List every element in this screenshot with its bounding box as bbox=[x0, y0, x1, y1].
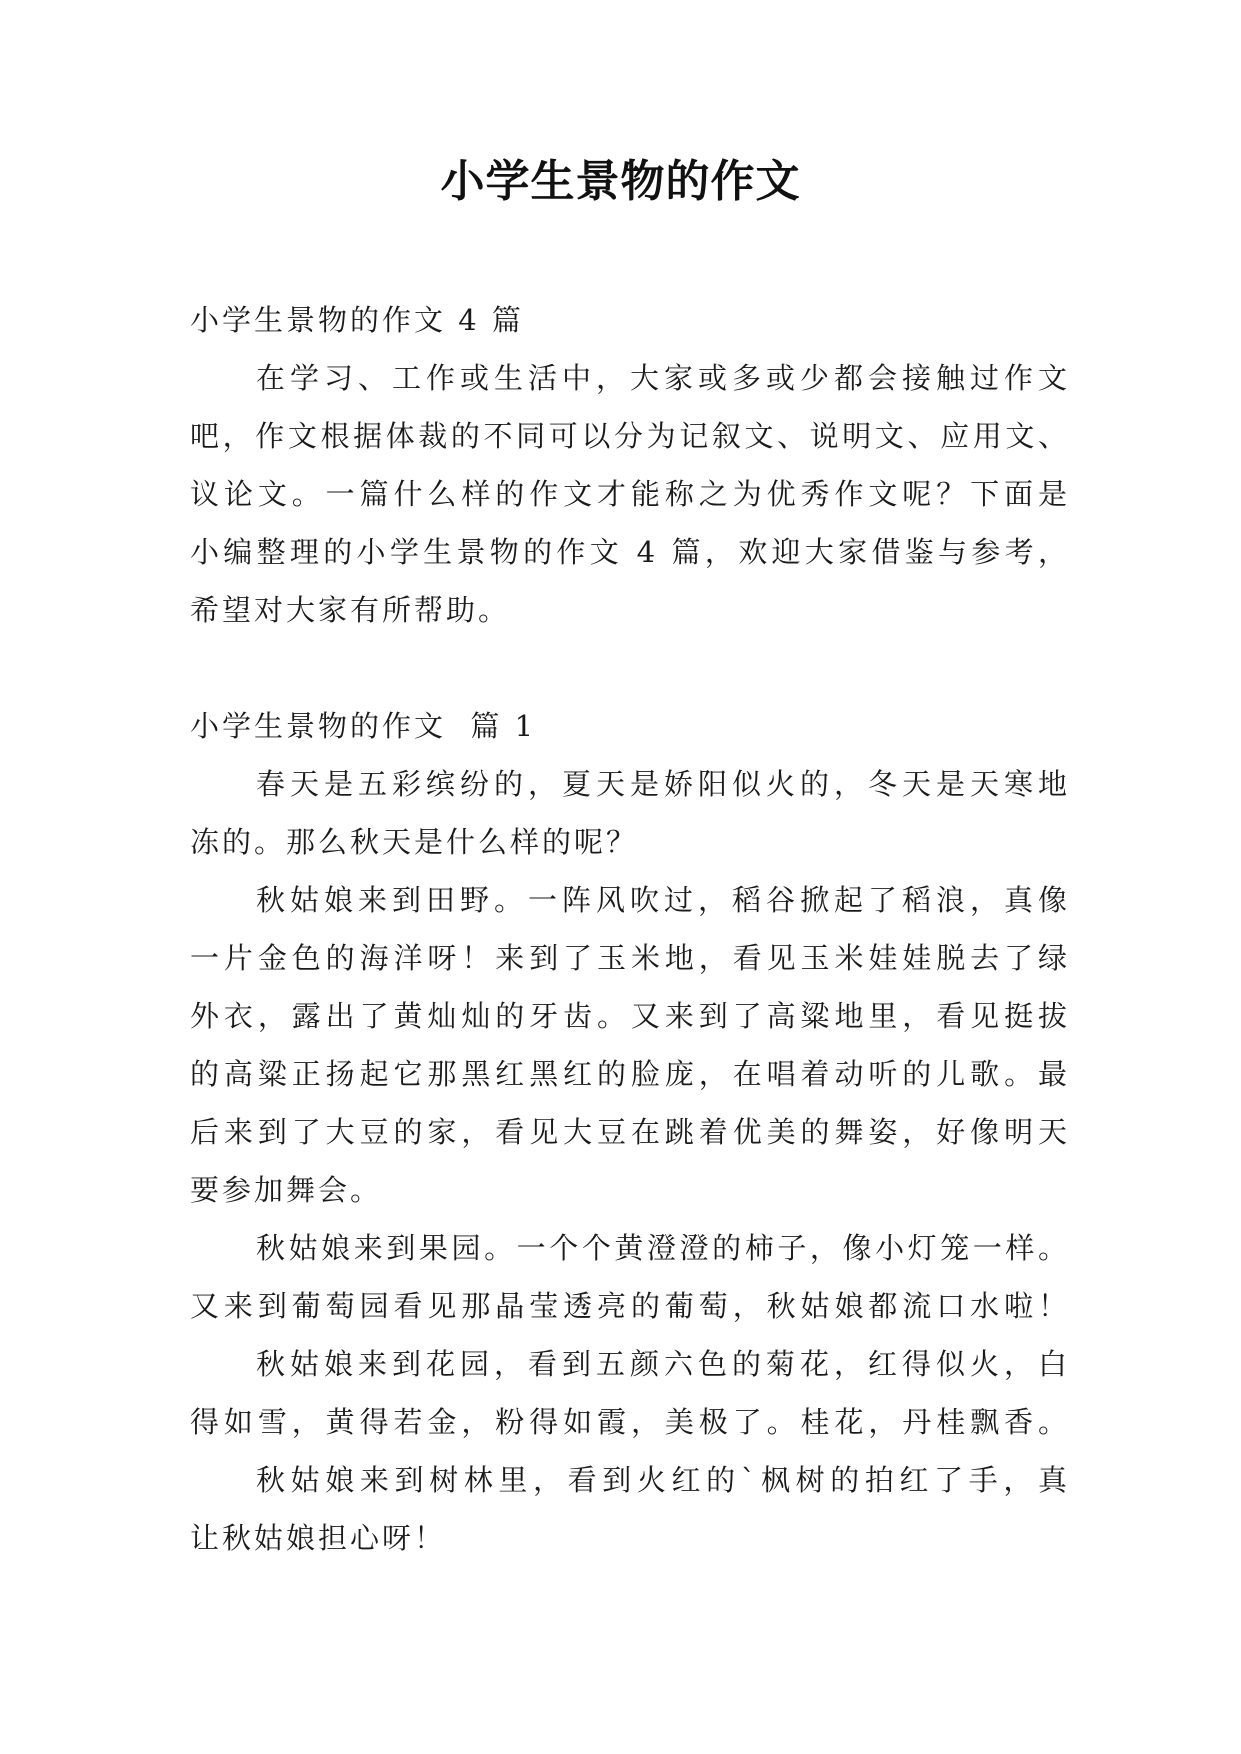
paragraph-line: 秋姑娘来到树林里，看到火红的`枫树的拍红了手，真 bbox=[256, 1463, 1070, 1497]
paragraph-1 bbox=[190, 755, 1070, 871]
paragraph-5 bbox=[190, 1451, 1070, 1567]
paragraph-line: 让秋姑娘担心呀！ bbox=[190, 1521, 447, 1555]
paragraph-line: 秋姑娘来到花园，看到五颜六色的菊花，红得似火，白 bbox=[256, 1347, 1070, 1381]
paragraph-2 bbox=[190, 871, 1070, 1219]
paragraph-3 bbox=[190, 1219, 1070, 1335]
document-title: 小学生景物的作文 bbox=[440, 156, 801, 207]
subtitle: 小学生景物的作文 4 篇 bbox=[190, 303, 524, 337]
paragraph-line: 冻的。那么秋天是什么样的呢？ bbox=[190, 825, 639, 859]
paragraph-line: 希望对大家有所帮助。 bbox=[190, 593, 511, 627]
paragraph-4 bbox=[190, 1335, 1070, 1451]
paragraph-line: 一片金色的海洋呀！来到了玉米地，看见玉米娃娃脱去了绿 bbox=[190, 941, 1070, 975]
paragraph-line: 得如雪，黄得若金，粉得如霞，美极了。桂花，丹桂飘香。 bbox=[190, 1405, 1070, 1439]
paragraph-line: 议论文。一篇什么样的作文才能称之为优秀作文呢？下面是 bbox=[190, 477, 1070, 511]
paragraph-line: 吧，作文根据体裁的不同可以分为记叙文、说明文、应用文、 bbox=[190, 419, 1070, 453]
paragraph-line: 后来到了大豆的家，看见大豆在跳着优美的舞姿，好像明天 bbox=[190, 1115, 1070, 1149]
document-body bbox=[190, 291, 1070, 1567]
paragraph-line: 外衣，露出了黄灿灿的牙齿。又来到了高粱地里，看见挺拔 bbox=[190, 999, 1070, 1033]
paragraph-line: 秋姑娘来到田野。一阵风吹过，稻谷掀起了稻浪，真像 bbox=[256, 883, 1070, 917]
paragraph-line: 又来到葡萄园看见那晶莹透亮的葡萄，秋姑娘都流口水啦！ bbox=[190, 1289, 1070, 1323]
paragraph-line: 秋姑娘来到果园。一个个黄澄澄的柿子，像小灯笼一样。 bbox=[256, 1231, 1070, 1265]
section-heading: 小学生景物的作文 篇 1 bbox=[190, 709, 537, 743]
paragraph-line: 小编整理的小学生景物的作文 4 篇，欢迎大家借鉴与参考， bbox=[190, 535, 1070, 569]
intro-paragraph bbox=[190, 349, 1070, 639]
paragraph-line: 的高粱正扬起它那黑红黑红的脸庞，在唱着动听的儿歌。最 bbox=[190, 1057, 1070, 1091]
paragraph-line: 要参加舞会。 bbox=[190, 1173, 383, 1207]
paragraph-line: 在学习、工作或生活中，大家或多或少都会接触过作文 bbox=[256, 361, 1070, 395]
paragraph-gap bbox=[190, 639, 1070, 697]
paragraph-line: 春天是五彩缤纷的，夏天是娇阳似火的，冬天是天寒地 bbox=[256, 767, 1070, 801]
